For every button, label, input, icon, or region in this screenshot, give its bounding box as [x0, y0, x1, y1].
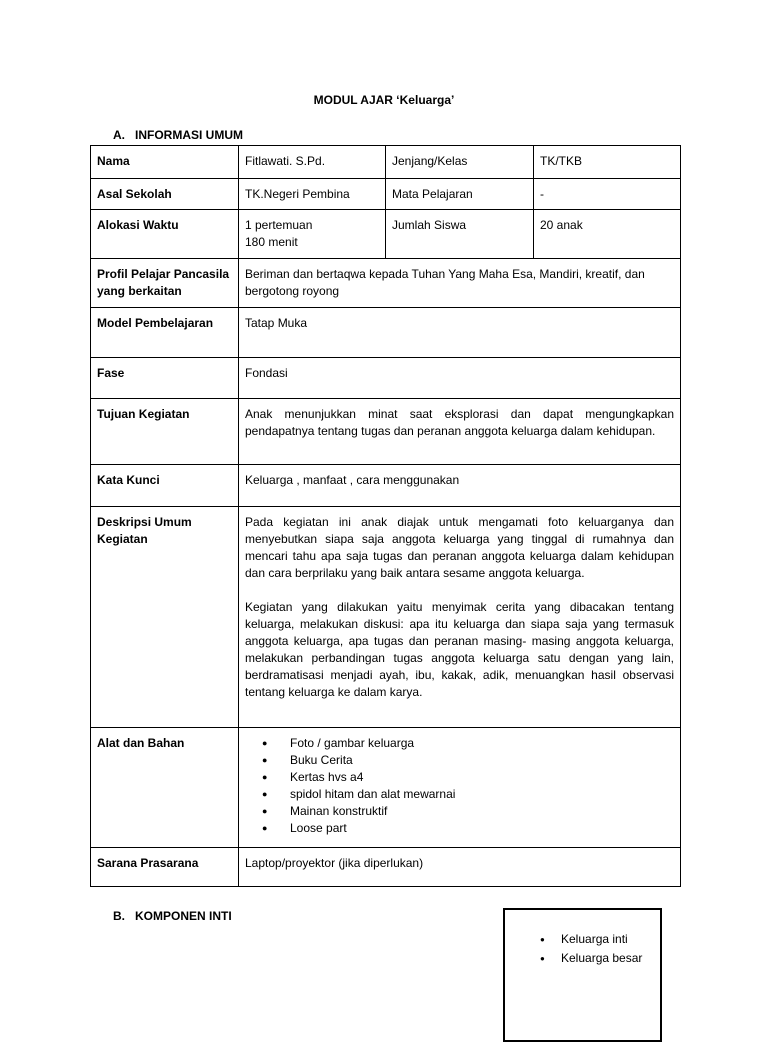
- alat-bahan-label: Alat dan Bahan: [91, 728, 239, 848]
- jenjang-label: Jenjang/Kelas: [386, 146, 534, 179]
- nama-value: Fitlawati. S.Pd.: [239, 146, 386, 179]
- document-title: MODUL AJAR ‘Keluarga’: [313, 93, 455, 107]
- keluarga-types-list: [505, 930, 660, 968]
- alokasi-waktu-value: [239, 210, 386, 259]
- deskripsi-umum-value: [239, 507, 681, 728]
- list-item: ● Loose part: [290, 820, 674, 837]
- jumlah-siswa-value: 20 anak: [534, 210, 681, 259]
- tujuan-kegiatan-value: Anak menunjukkan minat saat eksplorasi dan dapat mengungkapkan pendapatnya tentang tugas dan peranan anggota keluarga dalam kehidupan.: [239, 399, 681, 465]
- jenjang-value: TK/TKB: [534, 146, 681, 179]
- deskripsi-paragraph-2: Kegiatan yang dilakukan yaitu menyimak cerita yang dibacakan tentang keluarga, melakukan diskusi: apa itu keluarga dan siapa saja yang termasuk anggota keluarga, apa tugas dan peranan masing- masing anggota keluarga, melakukan perbandingan tugas anggota keluarga satu dengan yang lain, berdramatisasi menjadi ayah, ibu, kakak, adik, menuangkan hasil observasi tentang keluarga ke dalam karya.: [245, 600, 674, 699]
- alat-bahan-value: [239, 728, 681, 848]
- section-a-label: INFORMASI UMUM: [135, 128, 243, 142]
- profil-label-line-2: yang berkaitan: [97, 284, 182, 298]
- alokasi-waktu-label: Alokasi Waktu: [91, 210, 239, 259]
- section-b-heading: [113, 909, 232, 923]
- table-row: [91, 259, 681, 308]
- section-a-heading: [113, 128, 243, 142]
- section-b-number: B.: [113, 909, 125, 923]
- fase-value: Fondasi: [239, 358, 681, 399]
- asal-sekolah-value: TK.Negeri Pembina: [239, 179, 386, 210]
- table-row: [91, 728, 681, 848]
- deskripsi-umum-label: [91, 507, 239, 728]
- profil-pelajar-value: Beriman dan bertaqwa kepada Tuhan Yang Maha Esa, Mandiri, kreatif, dan bergotong royong: [239, 259, 681, 308]
- table-row: [91, 507, 681, 728]
- profil-pelajar-label: [91, 259, 239, 308]
- list-item: ● Buku Cerita: [290, 752, 674, 769]
- nama-label: Nama: [91, 146, 239, 179]
- jumlah-siswa-label: Jumlah Siswa: [386, 210, 534, 259]
- deskripsi-label-line-2: Kegiatan: [97, 532, 148, 546]
- model-pembelajaran-label: Model Pembelajaran: [91, 308, 239, 358]
- section-b-label: KOMPONEN INTI: [135, 909, 232, 923]
- list-item: ● Keluarga inti: [561, 930, 660, 949]
- list-item: ● spidol hitam dan alat mewarnai: [290, 786, 674, 803]
- informasi-umum-table: [90, 145, 681, 887]
- table-row: [91, 848, 681, 887]
- table-row: [91, 358, 681, 399]
- fase-label: Fase: [91, 358, 239, 399]
- sarana-prasarana-label: Sarana Prasarana: [91, 848, 239, 887]
- sarana-prasarana-value: Laptop/proyektor (jika diperlukan): [239, 848, 681, 887]
- mata-pelajaran-label: Mata Pelajaran: [386, 179, 534, 210]
- tujuan-kegiatan-label: Tujuan Kegiatan: [91, 399, 239, 465]
- kata-kunci-label: Kata Kunci: [91, 465, 239, 507]
- alokasi-line-1: 1 pertemuan: [245, 218, 313, 232]
- list-item: ● Keluarga besar: [561, 949, 660, 968]
- asal-sekolah-label: Asal Sekolah: [91, 179, 239, 210]
- profil-label-line-1: Profil Pelajar Pancasila: [97, 267, 230, 281]
- list-item: ● Foto / gambar keluarga: [290, 735, 674, 752]
- table-row: [91, 210, 681, 259]
- mata-pelajaran-value: -: [534, 179, 681, 210]
- alat-bahan-list: [245, 735, 674, 837]
- table-row: [91, 146, 681, 179]
- table-row: [91, 179, 681, 210]
- list-item: ● Mainan konstruktif: [290, 803, 674, 820]
- kata-kunci-value: Keluarga , manfaat , cara menggunakan: [239, 465, 681, 507]
- deskripsi-label-line-1: Deskripsi Umum: [97, 515, 192, 529]
- keluarga-types-box: [503, 908, 662, 1042]
- list-item: ● Kertas hvs a4: [290, 769, 674, 786]
- alokasi-line-2: 180 menit: [245, 235, 298, 249]
- table-row: [91, 465, 681, 507]
- deskripsi-paragraph-1: Pada kegiatan ini anak diajak untuk mengamati foto keluarganya dan menyebutkan siapa saja anggota keluarga yang tinggal di rumahnya dan mencari tahu apa saja tugas dan peranan anggota keluarga dalam kehidupan dan cara berprilaku yang baik antara sesame anggota keluarga.: [245, 515, 674, 580]
- table-row: [91, 308, 681, 358]
- table-row: [91, 399, 681, 465]
- model-pembelajaran-value: Tatap Muka: [239, 308, 681, 358]
- section-a-number: A.: [113, 128, 125, 142]
